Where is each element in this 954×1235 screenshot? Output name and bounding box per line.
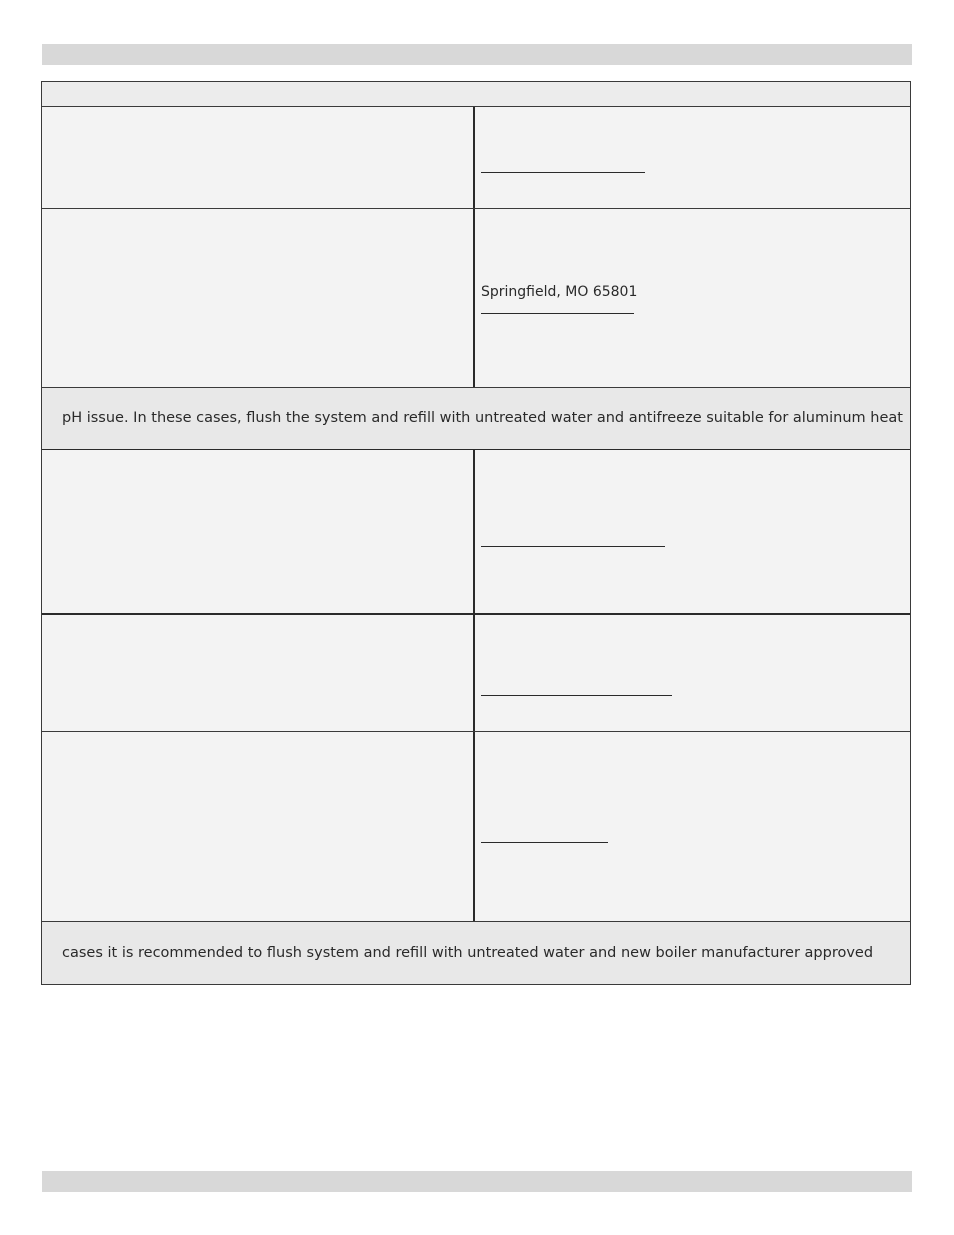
underline-rule	[481, 695, 672, 696]
note-band	[42, 387, 910, 451]
table-cell-left	[42, 450, 475, 613]
table-header-row	[42, 82, 910, 107]
header-bar	[42, 44, 912, 65]
contact-table	[41, 81, 911, 985]
note-text: pH issue. In these cases, flush the system and refill with untreated water and antifreeze suitable for aluminum heat	[62, 410, 903, 426]
table-cell-right	[475, 615, 910, 731]
underline-rule	[481, 842, 608, 843]
note-text: cases it is recommended to flush system and refill with untreated water and new boiler manufacturer approved	[62, 945, 874, 961]
table-cell-left	[42, 107, 475, 208]
table-cell-left	[42, 732, 475, 921]
contact-address: Springfield, MO 65801	[481, 284, 638, 300]
table-cell-right	[475, 107, 910, 208]
table-row	[42, 732, 910, 922]
underline-rule	[481, 172, 645, 173]
table-row	[42, 209, 910, 387]
table-row	[42, 615, 910, 732]
table-row	[42, 450, 910, 615]
table-cell-right	[475, 732, 910, 921]
table-row	[42, 107, 910, 209]
underline-rule	[481, 546, 665, 547]
table-cell-right	[475, 209, 910, 387]
table-cell-left	[42, 615, 475, 731]
note-band	[42, 922, 910, 984]
table-cell-right	[475, 450, 910, 613]
footer-bar	[42, 1171, 912, 1192]
underline-rule	[481, 313, 634, 314]
table-cell-left	[42, 209, 475, 387]
